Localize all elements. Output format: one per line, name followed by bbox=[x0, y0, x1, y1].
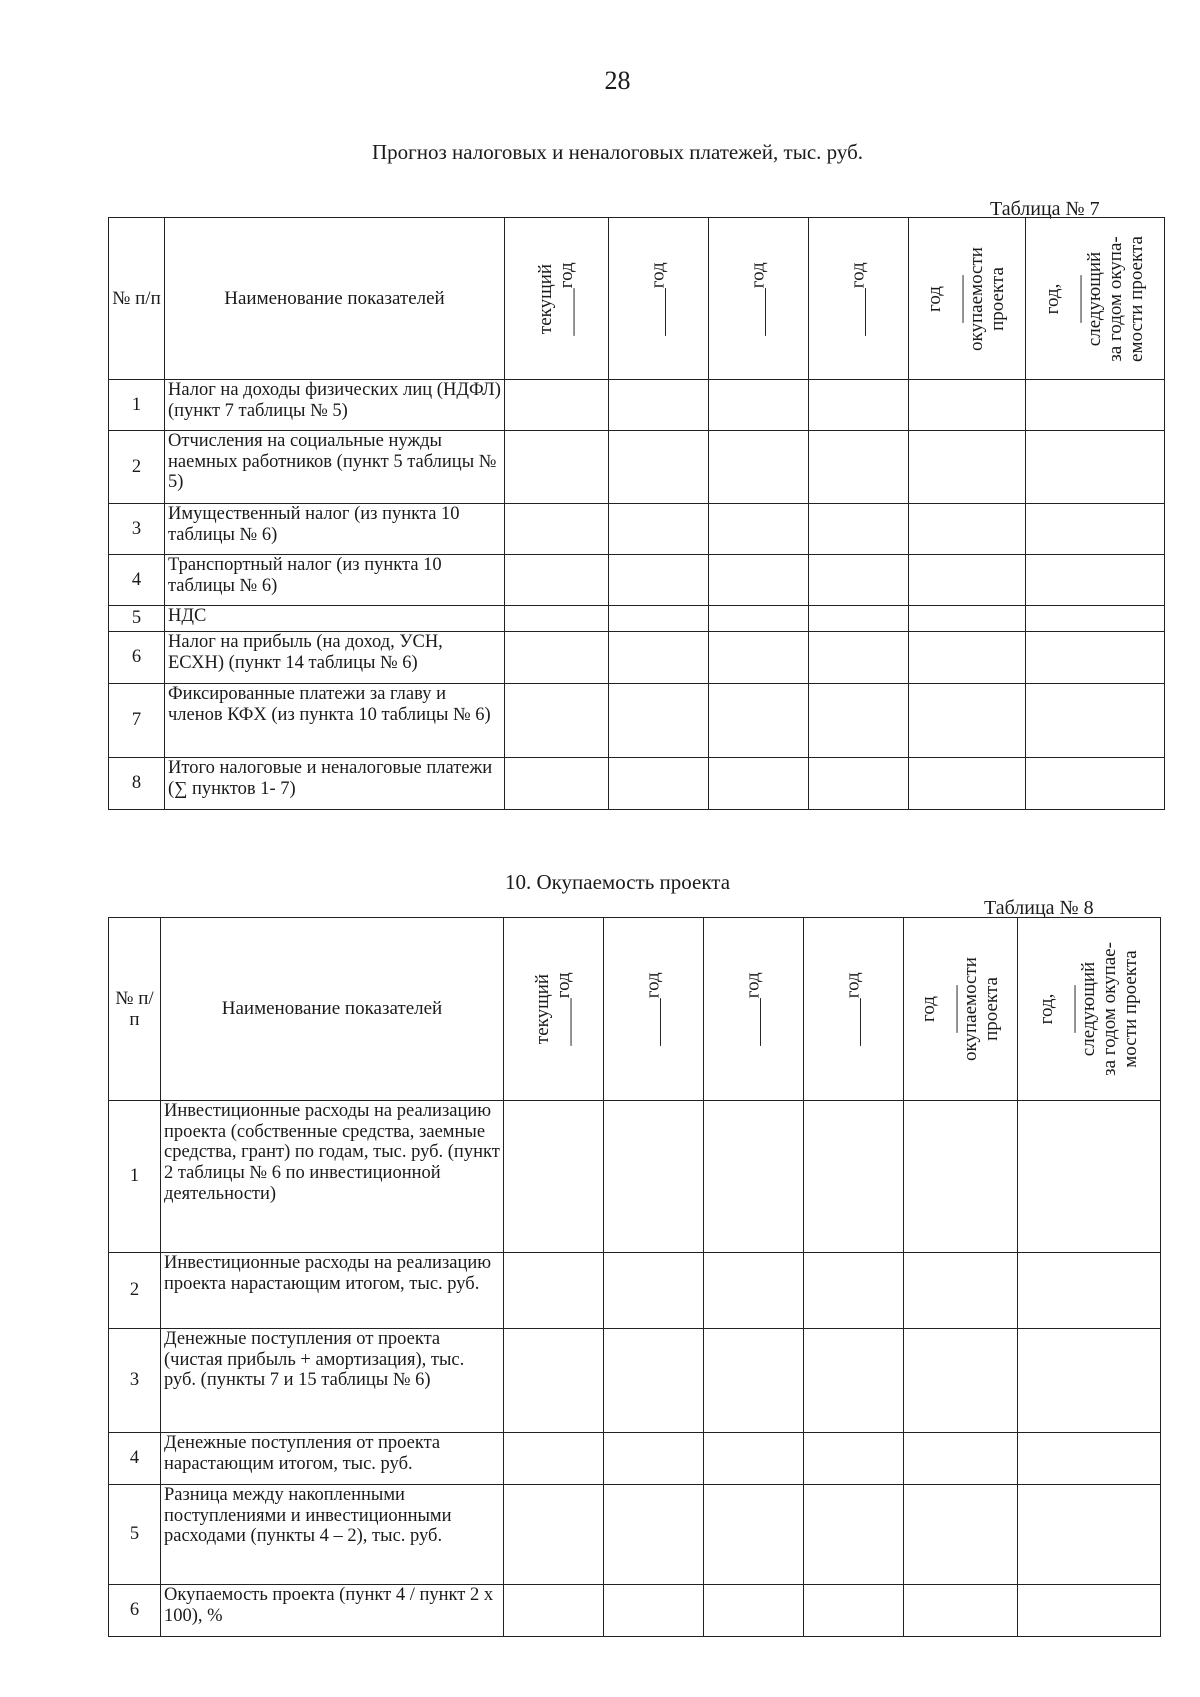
value-cell[interactable] bbox=[1026, 684, 1165, 758]
value-cell[interactable] bbox=[604, 1485, 704, 1585]
value-cell[interactable] bbox=[609, 380, 709, 431]
value-cell[interactable] bbox=[504, 1101, 604, 1253]
value-cell[interactable] bbox=[504, 1433, 604, 1485]
value-cell[interactable] bbox=[809, 504, 909, 555]
table-row bbox=[109, 555, 1165, 606]
header-year-3: _____год bbox=[704, 918, 804, 1101]
value-cell[interactable] bbox=[505, 758, 609, 810]
value-cell[interactable] bbox=[1026, 380, 1165, 431]
table-7 bbox=[108, 217, 1165, 810]
value-cell[interactable] bbox=[709, 758, 809, 810]
row-number: 2 bbox=[109, 431, 165, 504]
value-cell[interactable] bbox=[1026, 632, 1165, 684]
value-cell[interactable] bbox=[504, 1329, 604, 1433]
value-cell[interactable] bbox=[909, 606, 1026, 632]
value-cell[interactable] bbox=[604, 1101, 704, 1253]
row-number: 4 bbox=[109, 555, 165, 606]
value-cell[interactable] bbox=[1026, 758, 1165, 810]
value-cell[interactable] bbox=[1018, 1253, 1161, 1329]
value-cell[interactable] bbox=[1018, 1101, 1161, 1253]
table-row bbox=[109, 1101, 1161, 1253]
row-name: Инвестиционные расходы на реализацию проекта нарастающим итогом, тыс. руб. bbox=[161, 1253, 504, 1329]
value-cell[interactable] bbox=[709, 632, 809, 684]
header-name: Наименование показателей bbox=[161, 918, 504, 1101]
header-payback-year: год _____ окупаемости проекта bbox=[909, 218, 1026, 380]
value-cell[interactable] bbox=[505, 504, 609, 555]
header-payback-year: год _____ окупаемости проекта bbox=[904, 918, 1018, 1101]
table-row bbox=[109, 1329, 1161, 1433]
table-row bbox=[109, 1253, 1161, 1329]
value-cell[interactable] bbox=[804, 1329, 904, 1433]
value-cell[interactable] bbox=[1026, 606, 1165, 632]
table-row bbox=[109, 1485, 1161, 1585]
row-number: 5 bbox=[109, 606, 165, 632]
value-cell[interactable] bbox=[709, 504, 809, 555]
row-name: НДС bbox=[165, 606, 505, 632]
value-cell[interactable] bbox=[909, 431, 1026, 504]
table7-label: Таблица № 7 bbox=[990, 198, 1100, 220]
value-cell[interactable] bbox=[1018, 1585, 1161, 1637]
header-number: № п/п bbox=[109, 218, 165, 380]
row-number: 3 bbox=[109, 504, 165, 555]
table-row bbox=[109, 1585, 1161, 1637]
row-number: 1 bbox=[109, 380, 165, 431]
row-name: Инвестиционные расходы на реализацию проекта (собственные средства, заемные средства, грант) по годам, тыс. руб. (пункт 2 таблицы № 6 по инвестиционной деятельности) bbox=[161, 1101, 504, 1253]
value-cell[interactable] bbox=[804, 1485, 904, 1585]
table-8 bbox=[108, 917, 1161, 1637]
page-number: 28 bbox=[604, 66, 631, 95]
value-cell[interactable] bbox=[609, 504, 709, 555]
header-year-current: текущий _____год bbox=[505, 218, 609, 380]
value-cell[interactable] bbox=[604, 1253, 704, 1329]
value-cell[interactable] bbox=[704, 1101, 804, 1253]
row-name: Налог на прибыль (на доход, УСН, ЕСХН) (пункт 14 таблицы № 6) bbox=[165, 632, 505, 684]
header-year-2: _____год bbox=[609, 218, 709, 380]
value-cell[interactable] bbox=[904, 1585, 1018, 1637]
table8-label: Таблица № 8 bbox=[984, 897, 1094, 919]
value-cell[interactable] bbox=[904, 1433, 1018, 1485]
value-cell[interactable] bbox=[709, 606, 809, 632]
header-year-2: _____год bbox=[604, 918, 704, 1101]
header-number: № п/п bbox=[109, 918, 161, 1101]
table-row bbox=[109, 504, 1165, 555]
value-cell[interactable] bbox=[909, 555, 1026, 606]
value-cell[interactable] bbox=[505, 431, 609, 504]
value-cell[interactable] bbox=[505, 632, 609, 684]
value-cell[interactable] bbox=[809, 380, 909, 431]
row-name: Имущественный налог (из пункта 10 таблицы № 6) bbox=[165, 504, 505, 555]
table-row bbox=[109, 632, 1165, 684]
row-number: 6 bbox=[109, 1585, 161, 1637]
value-cell[interactable] bbox=[504, 1485, 604, 1585]
value-cell[interactable] bbox=[704, 1485, 804, 1585]
row-number: 5 bbox=[109, 1485, 161, 1585]
table-row bbox=[109, 684, 1165, 758]
row-name: Денежные поступления от проекта нарастающим итогом, тыс. руб. bbox=[161, 1433, 504, 1485]
value-cell[interactable] bbox=[1018, 1485, 1161, 1585]
value-cell[interactable] bbox=[704, 1329, 804, 1433]
table-row bbox=[109, 758, 1165, 810]
value-cell[interactable] bbox=[609, 606, 709, 632]
row-number: 7 bbox=[109, 684, 165, 758]
value-cell[interactable] bbox=[504, 1585, 604, 1637]
value-cell[interactable] bbox=[904, 1329, 1018, 1433]
value-cell[interactable] bbox=[804, 1585, 904, 1637]
row-number: 2 bbox=[109, 1253, 161, 1329]
value-cell[interactable] bbox=[709, 555, 809, 606]
value-cell[interactable] bbox=[809, 758, 909, 810]
value-cell[interactable] bbox=[909, 380, 1026, 431]
value-cell[interactable] bbox=[505, 606, 609, 632]
value-cell[interactable] bbox=[609, 632, 709, 684]
value-cell[interactable] bbox=[804, 1253, 904, 1329]
value-cell[interactable] bbox=[704, 1585, 804, 1637]
value-cell[interactable] bbox=[1026, 504, 1165, 555]
table-row bbox=[109, 380, 1165, 431]
value-cell[interactable] bbox=[709, 431, 809, 504]
row-name: Разница между накопленными поступлениями и инвестиционными расходами (пункты 4 – 2), тыс. руб. bbox=[161, 1485, 504, 1585]
value-cell[interactable] bbox=[1018, 1329, 1161, 1433]
value-cell[interactable] bbox=[604, 1585, 704, 1637]
value-cell[interactable] bbox=[809, 431, 909, 504]
value-cell[interactable] bbox=[505, 555, 609, 606]
value-cell[interactable] bbox=[604, 1329, 704, 1433]
value-cell[interactable] bbox=[505, 684, 609, 758]
header-year-current: текущий _____год bbox=[504, 918, 604, 1101]
table-row bbox=[109, 431, 1165, 504]
header-name: Наименование показателей bbox=[165, 218, 505, 380]
row-name: Денежные поступления от проекта (чистая прибыль + амортизация), тыс. руб. (пункты 7 и 15 таблицы № 6) bbox=[161, 1329, 504, 1433]
row-name: Итого налоговые и неналоговые платежи (∑ пунктов 1- 7) bbox=[165, 758, 505, 810]
table-row bbox=[109, 1433, 1161, 1485]
value-cell[interactable] bbox=[609, 555, 709, 606]
value-cell[interactable] bbox=[909, 758, 1026, 810]
value-cell[interactable] bbox=[809, 684, 909, 758]
value-cell[interactable] bbox=[609, 431, 709, 504]
value-cell[interactable] bbox=[1026, 431, 1165, 504]
value-cell[interactable] bbox=[709, 684, 809, 758]
value-cell[interactable] bbox=[704, 1253, 804, 1329]
value-cell[interactable] bbox=[704, 1433, 804, 1485]
value-cell[interactable] bbox=[709, 380, 809, 431]
row-number: 3 bbox=[109, 1329, 161, 1433]
row-name: Налог на доходы физических лиц (НДФЛ) (пункт 7 таблицы № 5) bbox=[165, 380, 505, 431]
section-title: 10. Окупаемость проекта bbox=[504, 870, 731, 894]
value-cell[interactable] bbox=[804, 1101, 904, 1253]
header-year-3: _____год bbox=[709, 218, 809, 380]
value-cell[interactable] bbox=[504, 1253, 604, 1329]
value-cell[interactable] bbox=[1026, 555, 1165, 606]
value-cell[interactable] bbox=[904, 1101, 1018, 1253]
page-title: Прогноз налоговых и неналоговых платежей, тыс. руб. bbox=[371, 140, 864, 164]
value-cell[interactable] bbox=[609, 758, 709, 810]
table-row bbox=[109, 606, 1165, 632]
header-post-payback-year: год, _____ следующий за годом окупа- емости проекта bbox=[1026, 218, 1165, 380]
value-cell[interactable] bbox=[904, 1485, 1018, 1585]
row-number: 6 bbox=[109, 632, 165, 684]
header-year-4: _____год bbox=[809, 218, 909, 380]
value-cell[interactable] bbox=[804, 1433, 904, 1485]
value-cell[interactable] bbox=[809, 606, 909, 632]
value-cell[interactable] bbox=[604, 1433, 704, 1485]
value-cell[interactable] bbox=[505, 380, 609, 431]
value-cell[interactable] bbox=[909, 684, 1026, 758]
row-name: Фиксированные платежи за главу и членов КФХ (из пункта 10 таблицы № 6) bbox=[165, 684, 505, 758]
row-number: 4 bbox=[109, 1433, 161, 1485]
row-number: 1 bbox=[109, 1101, 161, 1253]
row-name: Окупаемость проекта (пункт 4 / пункт 2 х 100), % bbox=[161, 1585, 504, 1637]
row-name: Транспортный налог (из пункта 10 таблицы № 6) bbox=[165, 555, 505, 606]
value-cell[interactable] bbox=[809, 555, 909, 606]
value-cell[interactable] bbox=[609, 684, 709, 758]
row-number: 8 bbox=[109, 758, 165, 810]
value-cell[interactable] bbox=[1018, 1433, 1161, 1485]
value-cell[interactable] bbox=[904, 1253, 1018, 1329]
value-cell[interactable] bbox=[909, 632, 1026, 684]
header-post-payback-year: год, _____ следующий за годом окупае- мости проекта bbox=[1018, 918, 1161, 1101]
header-year-4: _____год bbox=[804, 918, 904, 1101]
row-name: Отчисления на социальные нужды наемных работников (пункт 5 таблицы № 5) bbox=[165, 431, 505, 504]
value-cell[interactable] bbox=[909, 504, 1026, 555]
value-cell[interactable] bbox=[809, 632, 909, 684]
